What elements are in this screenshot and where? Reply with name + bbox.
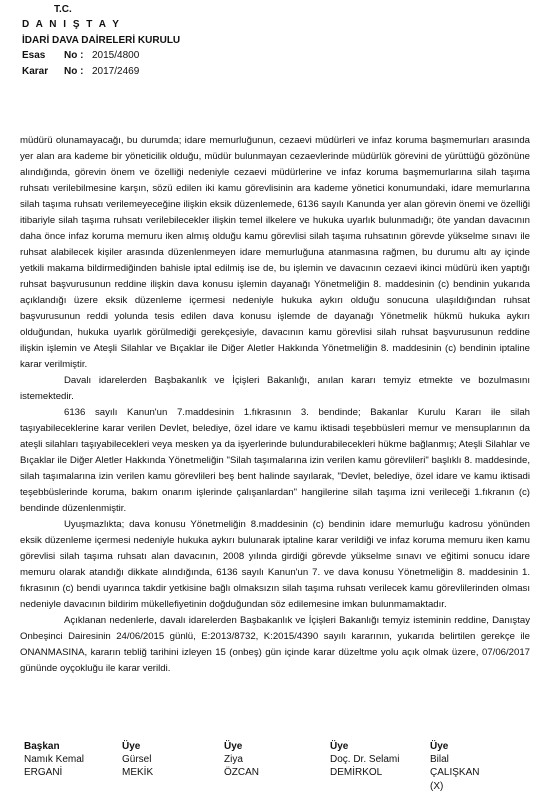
court-name: D A N I Ş T A Y — [22, 19, 121, 31]
signature-name: Gürsel — [122, 754, 152, 766]
signature-president — [24, 740, 84, 780]
karar-label: Karar — [22, 65, 49, 77]
paragraph: müdürü olunamayacağı, bu durumda; idare memurluğunun, cezaevi müdürleri ve infaz koruma başmemurları arasında yer alan ara kademe bir yöneticilik olduğu, müdür bulunmayan cezaevlerinde müdürlük görevini de yürüttüğü gözönüne alındığında, görevin önem ve özelliği nedeniyle cezaevi müdürlerine ve infaz koruma başmemurlarına silah taşıma ruhsatı verilebilmesine karşın, sözü edilen iki kamu görevlisinin ara kademe yönetici konumundaki, idare memurlarına silah taşıma ruhsatı verilemeyeceğine ilişkin eksik düzenlemede, 6136 sayılı Kanunda yer alan görevin önemi ve özelliği itibariyle silah taşıma ruhsatı verilebilecekler ilişkin temel ilkelere ve hukuka uyarlık bulunmadığı; öte yandan davacının daha önce infaz koruma memuru iken almış olduğu kamu görevlisi silah taşıma ruhsatının görevde yükselme sınavı ile ruhsat alabilecek kişiler arasında düzenlenmeyen idare memurluğuna atanmasına rağmen, bu durumu altı ay içinde yetkili makama bildirmediğinden bahisle iptal edilmiş ise de, bu işlemin ve davacının cezaevi ikinci müdürü iken yaptığı ruhsat başvurusunun reddine ilişkin dava konusu işlemin dayanağı Yönetmeliğin 8. maddesinin (c) bendinin yukarıda açıklandığı üzere eksik düzenleme içermesi nedeniyle hukuka aykırı olduğu sonucuna ulaşıldığından ruhsat başvurusunun reddi yolunda tesis edilen dava konusu işlemde de dayanağı Yönetmelik hükmü hukuka aykırı olduğundan, hukuka uyarlık görülmediği gerekçesiyle, davacının kamu görevlisi silah ruhsat başvurusunun reddine ilişkin işlemin ve Ateşli Silahlar ve Bıçaklar ile Diğer Aletler Hakkında Yönetmeliğin 8. maddesinin (c) bendinin iptaline karar verilmiştir. — [20, 135, 530, 370]
signature-member — [224, 740, 259, 780]
signature-name: Doç. Dr. Selami — [330, 754, 400, 766]
signature-role: Üye — [122, 741, 141, 752]
signature-surname: ÖZCAN — [224, 767, 259, 779]
esas-label: Esas — [22, 50, 46, 62]
signature-surname: DEMİRKOL — [330, 767, 383, 779]
dissent-mark: (X) — [430, 780, 444, 792]
karar-value: 2017/2469 — [92, 65, 140, 77]
signature-member — [122, 740, 153, 780]
paragraph: 6136 sayılı Kanun'un 7.maddesinin 1.fıkrasının 3. bendinde; Bakanlar Kurulu Kararı ile silah taşıyabileceklerine karar verilen Devlet, belediye, özel idare ve kamu iktisadi teşebbüsleri memur ve mensuplarının da ateşli silahları taşıyabilecekleri veya mesken ya da işyerlerinde bulundurabilecekleri hükme bağlanmış; Ateşli Silahlar ve Bıçaklar ile Diğer Aletler Hakkında Yönetmeliğin "Silah taşımalarına izin verilen kamu görevlileri" başlıklı 8. maddesinde, silah taşımalarına izin verilen kamu görevlileri beş bent halinde sayılarak, "Devlet, belediye, özel idare ve kamu iktisadi teşebbüslerinde koruma, bakım onarım işlerinde çalışanlardan" hangilerine silah taşıma izni verileceği 1.fıkranın (c) bendinde düzenlenmiştir. — [20, 407, 530, 514]
signature-member — [430, 740, 479, 793]
signature-role: Üye — [430, 741, 449, 752]
signature-member — [330, 740, 399, 780]
esas-row — [22, 48, 180, 63]
esas-no-label: No : — [64, 50, 84, 62]
tc-heading: T.C. — [54, 4, 72, 15]
signature-surname: ÇALIŞKAN — [430, 767, 480, 779]
decision-body — [20, 133, 530, 677]
signature-surname: MEKİK — [122, 767, 154, 779]
paragraph: Açıklanan nedenlerle, davalı idarelerden Başbakanlık ve İçişleri Bakanlığı temyiz isteminin reddine, Danıştay Onbeşinci Dairesinin 24/06/2015 günlü, E:2013/8732, K:2015/4390 sayılı kararının, yukarıda belirtilen gerekçe ile ONANMASINA, kararın tebliğ tarihini izleyen 15 (onbeş) gün içinde karar düzeltme yolu açık olmak üzere, 07/06/2017 gününde oyçokluğu ile karar verildi. — [20, 615, 530, 674]
signature-surname: ERGANİ — [24, 767, 63, 779]
signature-role: Başkan — [24, 741, 60, 752]
signature-role: Üye — [330, 741, 349, 752]
paragraph: Davalı idarelerden Başbakanlık ve İçişleri Bakanlığı, anılan kararı temyiz etmekte ve bozulmasını istemektedir. — [20, 375, 530, 402]
signature-name: Bilal — [430, 754, 449, 766]
karar-row — [22, 64, 180, 79]
karar-no-label: No : — [64, 65, 84, 77]
signature-name: Ziya — [224, 754, 243, 766]
document-header — [22, 2, 180, 79]
paragraph: Uyuşmazlıkta; dava konusu Yönetmeliğin 8.maddesinin (c) bendinin idare memurluğu kadrosu yönünden eksik düzenleme içermesi nedeniyle hukuka aykırı bulunarak iptaline karar verildiği ve infaz koruma memuru iken kamu görevlisi silah taşıma ruhsatı alan davacının, 2008 yılında girdiği görevde yükselme sınavı ve eğitimi sonucu idare memuru olarak atandığı dikkate alındığında, 6136 sayılı Kanun'un 7. ve dava konusu Yönetmeliğin 8. maddesinin 1. fıkrasının (c) bendi uyarınca takdir yetkisine bağlı olmaksızın silah taşıma ruhsatı verilecek kamu görevlilerinden olması nedeniyle davacının bildirim mükellefiyetinin doğduğundan söz edilemesine imkan bulunmamaktadır. — [20, 519, 530, 610]
signature-role: Üye — [224, 741, 243, 752]
esas-value: 2015/4800 — [92, 50, 140, 62]
board-name: İDARİ DAVA DAİRELERİ KURULU — [22, 34, 181, 46]
signature-name: Namık Kemal — [24, 754, 85, 766]
